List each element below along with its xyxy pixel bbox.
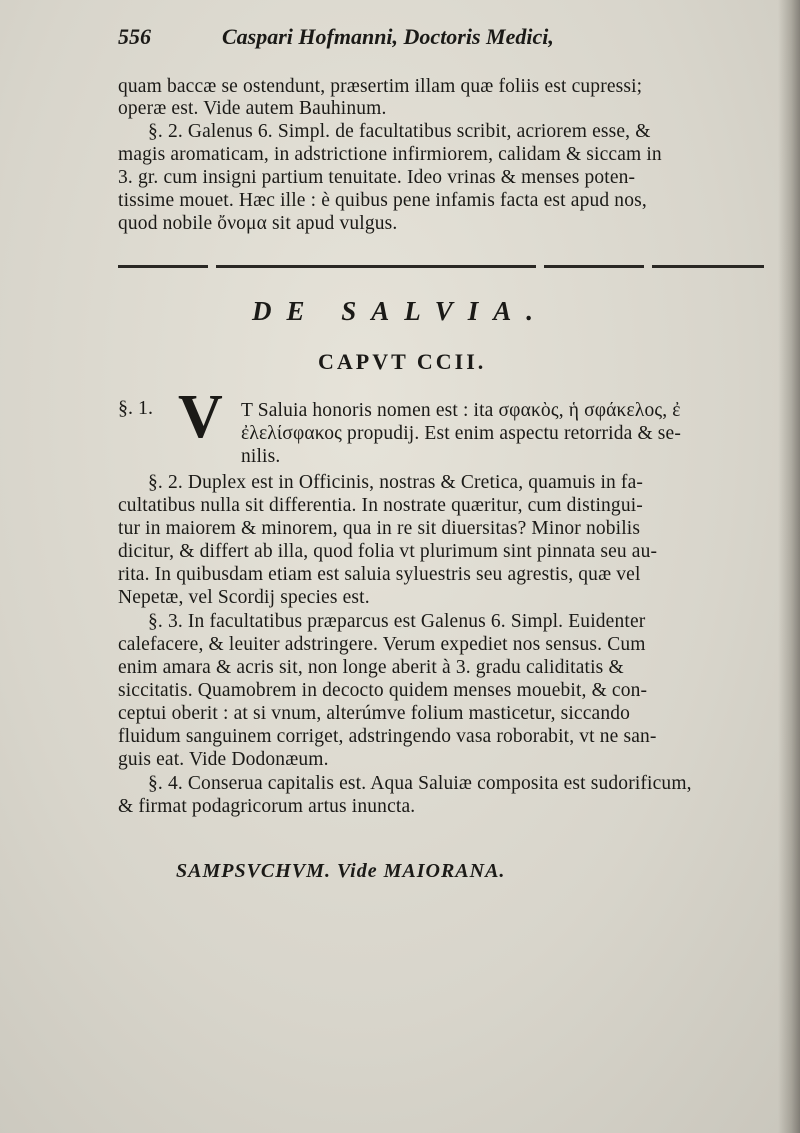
- text-line: §. 2. Galenus 6. Simpl. de facultatibus scribit, acriorem esse, &: [148, 121, 651, 142]
- text-line: calefacere, & leuiter adstringere. Verum expediet nos sensus. Cum: [118, 634, 646, 655]
- chapter-heading: CAPVT CCII.: [318, 349, 487, 374]
- running-head: [118, 24, 768, 50]
- text-line: operæ est. Vide autem Bauhinum.: [118, 98, 387, 119]
- text-line: §. 4. Conserua capitalis est. Aqua Saluiæ composita est sudorificum,: [148, 773, 692, 794]
- text-line: & firmat podagricorum artus inuncta.: [118, 796, 416, 817]
- text-line: ceptui oberit : at si vnum, alterúmve folium masticetur, siccando: [118, 703, 631, 724]
- drop-initial: V: [178, 383, 223, 451]
- text-line: magis aromaticam, in adstrictione infirmiorem, calidam & siccam in: [118, 144, 662, 165]
- divider-rule: [652, 265, 764, 268]
- text-line: quam baccæ se ostendunt, præsertim illam quæ foliis est cupressi;: [118, 76, 643, 97]
- text-line: rita. In quibusdam etiam est saluia syluestris seu agrestis, quæ vel: [118, 564, 641, 585]
- text-line: §. 3. In facultatibus præparcus est Galenus 6. Simpl. Euidenter: [148, 611, 646, 632]
- divider-rule: [544, 265, 644, 268]
- text-line: cultatibus nulla sit differentia. In nostrate quæritur, cum distingui-: [118, 495, 643, 516]
- divider-rule: [216, 265, 536, 268]
- page-edge-shadow: [778, 0, 800, 1133]
- text-line: nilis.: [241, 446, 281, 467]
- section-title: DE SALVIA.: [252, 296, 549, 326]
- page-number: 556: [118, 24, 151, 49]
- text-line: guis eat. Vide Dodonæum.: [118, 749, 329, 770]
- text-line: T Saluia honoris nomen est : ita σφακὸς, ἡ σφάκελος, ἐ: [241, 400, 681, 421]
- text-line: ἐλελίσφακος propudij. Est enim aspectu retorrida & se-: [241, 423, 681, 444]
- text-line: Nepetæ, vel Scordij species est.: [118, 587, 370, 608]
- text-line: quod nobile ὄνομα sit apud vulgus.: [118, 213, 398, 234]
- text-line: 3. gr. cum insigni partium tenuitate. Ideo vrinas & menses poten-: [118, 167, 636, 188]
- cross-reference: SAMPSVCHVM. Vide MAIORANA.: [176, 860, 506, 882]
- text-line: tur in maiorem & minorem, qua in re sit diuersitas? Minor nobilis: [118, 518, 641, 539]
- paragraph-mark: §. 1.: [118, 397, 153, 419]
- text-line: enim amara & acris sit, non longe aberit à 3. gradu caliditatis &: [118, 657, 624, 678]
- text-line: tissime mouet. Hæc ille : è quibus pene infamis facta est apud nos,: [118, 190, 647, 211]
- text-line: §. 2. Duplex est in Officinis, nostras & Cretica, quamuis in fa-: [148, 472, 644, 493]
- text-line: siccitatis. Quamobrem in decocto quidem menses mouebit, & con-: [118, 680, 648, 701]
- running-head-title: Caspari Hofmanni, Doctoris Medici,: [222, 24, 554, 49]
- divider-rule: [118, 265, 208, 268]
- text-line: dicitur, & differt ab illa, quod folia vt plurimum sint pinnata seu au-: [118, 541, 658, 562]
- text-line: fluidum sanguinem corriget, adstringendo vasa roborabit, vt ne san-: [118, 726, 657, 747]
